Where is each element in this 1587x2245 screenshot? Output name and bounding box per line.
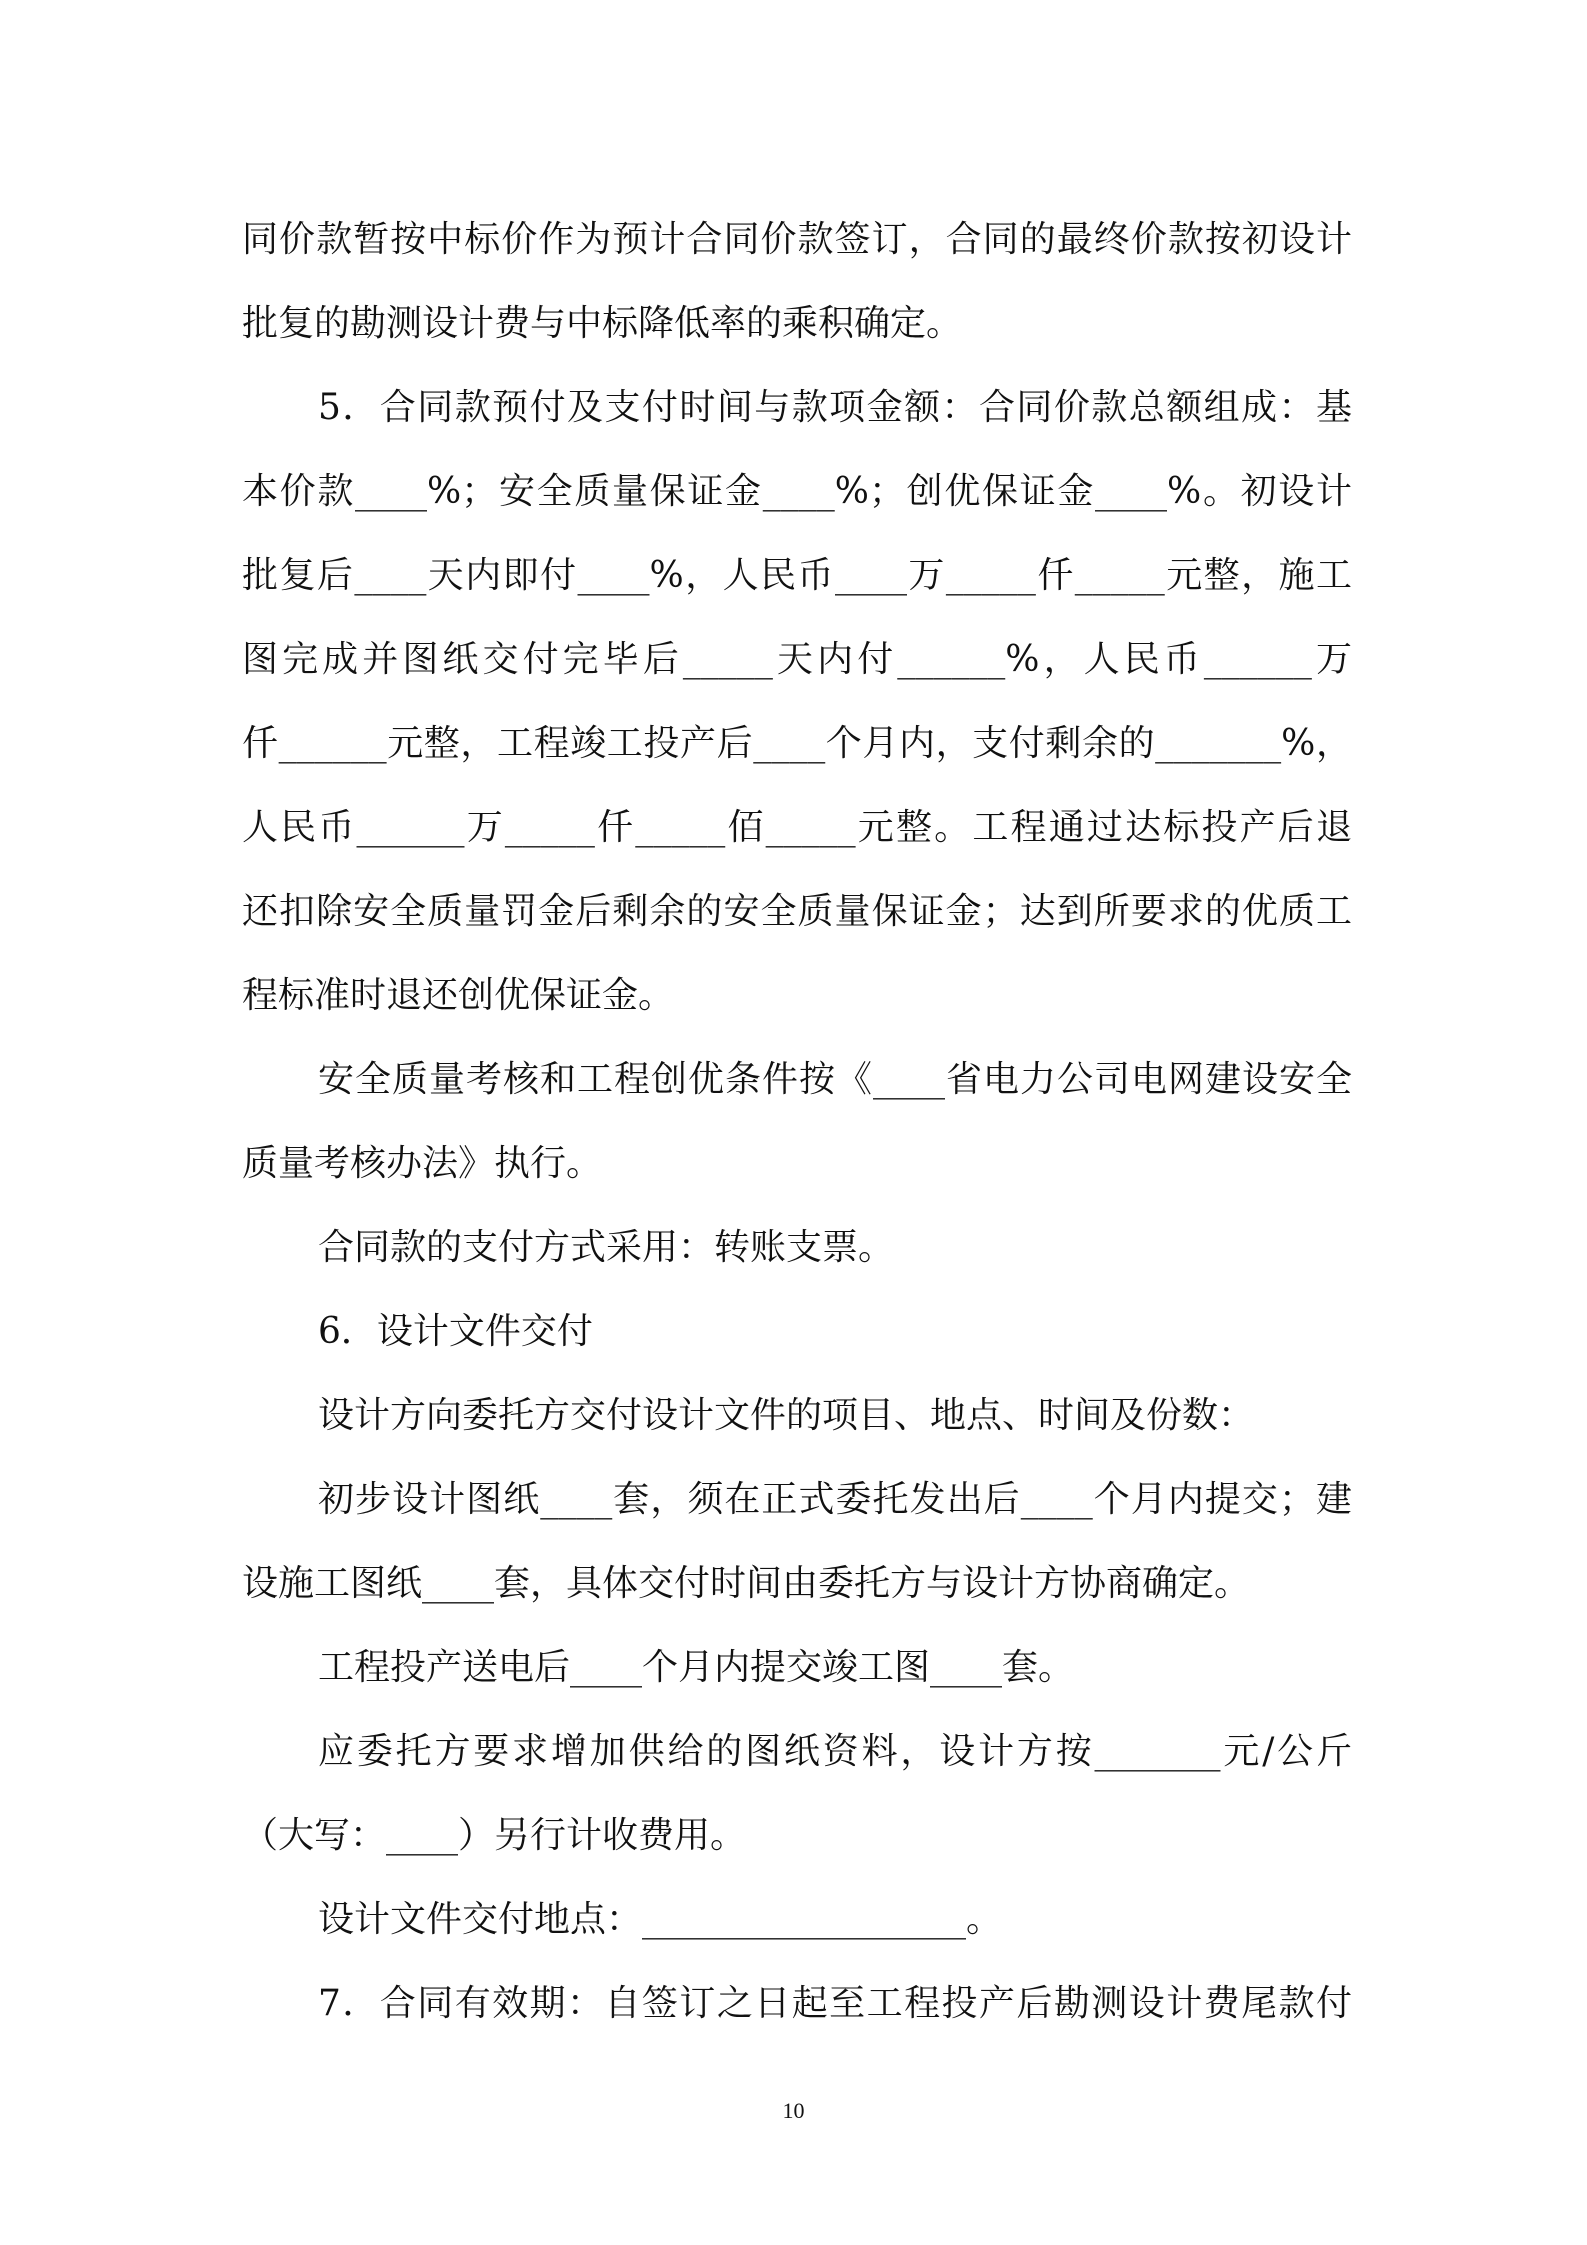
paragraph-line: 工程投产送电后____个月内提交竣工图____套。 — [318, 1647, 1075, 1688]
paragraph-line: 安全质量考核和工程创优条件按《____省电力公司电网建设安全 — [318, 1059, 1352, 1100]
section-heading: 6．设计文件交付 — [318, 1311, 593, 1352]
paragraph-line: 合同款的支付方式采用：转账支票。 — [318, 1227, 895, 1268]
paragraph-line: 设施工图纸____套，具体交付时间由委托方与设计方协商确定。 — [242, 1563, 1251, 1604]
paragraph-line: 设计方向委托方交付设计文件的项目、地点、时间及份数： — [318, 1395, 1255, 1436]
paragraph-line: 初步设计图纸____套，须在正式委托发出后____个月内提交；建 — [318, 1479, 1352, 1520]
paragraph-line: 同价款暂按中标价作为预计合同价款签订，合同的最终价款按初设计 — [242, 219, 1352, 260]
paragraph-line: 应委托方要求增加供给的图纸资料，设计方按_______元/公斤 — [318, 1731, 1352, 1772]
paragraph-line: 5．合同款预付及支付时间与款项金额：合同价款总额组成：基 — [318, 387, 1352, 428]
paragraph-line: 本价款____%；安全质量保证金____%；创优保证金____%。初设计 — [242, 471, 1352, 512]
paragraph-line: 设计文件交付地点：__________________。 — [318, 1899, 1003, 1940]
paragraph-line: 批复后____天内即付____%，人民币____万_____仟_____元整，施工 — [242, 555, 1352, 596]
paragraph-line: （大写：____）另行计收费用。 — [242, 1815, 747, 1856]
paragraph-line: 批复的勘测设计费与中标降低率的乘积确定。 — [242, 303, 963, 344]
paragraph-line: 图完成并图纸交付完毕后_____天内付______%，人民币______万 — [242, 639, 1352, 680]
body-text — [242, 198, 1352, 2046]
paragraph-line: 7．合同有效期：自签订之日起至工程投产后勘测设计费尾款付 — [318, 1983, 1352, 2024]
paragraph-line: 人民币______万_____仟_____佰_____元整。工程通过达标投产后退 — [242, 807, 1352, 848]
paragraph-line: 质量考核办法》执行。 — [242, 1143, 603, 1184]
paragraph-line: 程标准时退还创优保证金。 — [242, 975, 675, 1016]
page-number: 10 — [782, 2098, 805, 2123]
paragraph-line: 还扣除安全质量罚金后剩余的安全质量保证金；达到所要求的优质工 — [242, 891, 1352, 932]
paragraph-line: 仟______元整，工程竣工投产后____个月内，支付剩余的_______%， — [242, 723, 1352, 764]
